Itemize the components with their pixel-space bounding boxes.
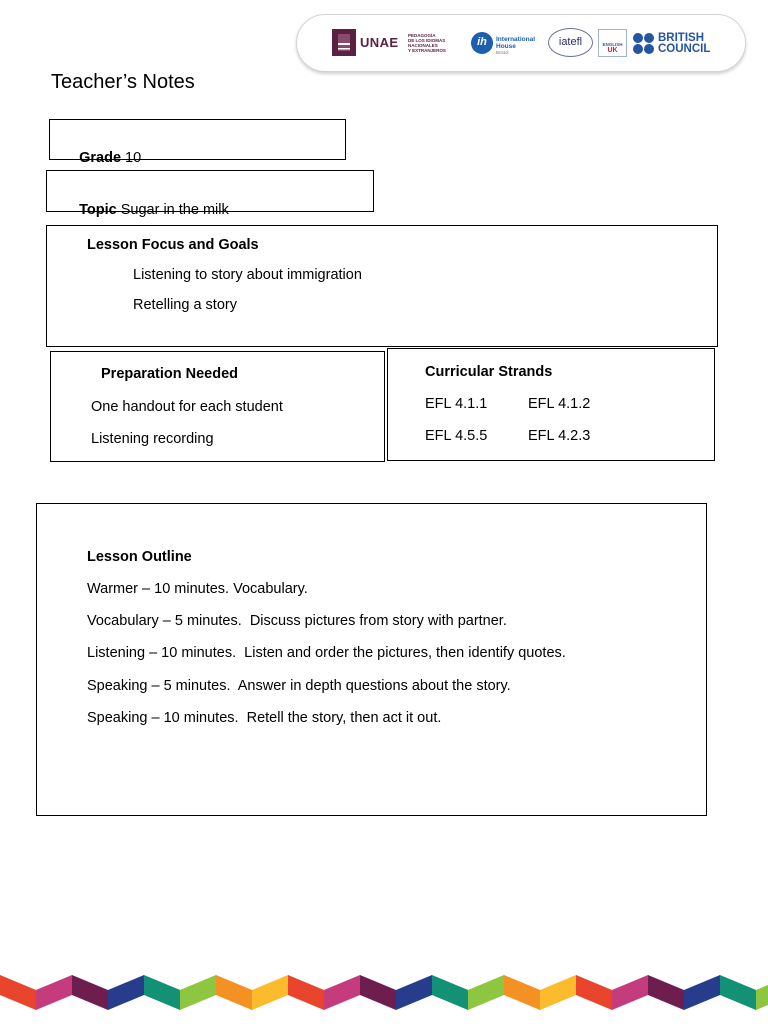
- british-council-logo-text: [658, 33, 710, 55]
- curricular-strands-box: [387, 348, 715, 461]
- international-house-name-line: House: [496, 43, 516, 50]
- band-segment: [468, 975, 504, 1010]
- band-segment: [36, 975, 72, 1010]
- band-segment: [756, 975, 768, 1010]
- page-title: Teacher’s Notes: [51, 71, 195, 93]
- english-uk-line1: ENGLISH: [602, 42, 623, 47]
- curricular-strands-heading: Curricular Strands: [425, 364, 553, 380]
- topic-box: [46, 170, 374, 218]
- strand-code: EFL 4.1.2: [528, 396, 591, 412]
- british-council-dot: [633, 44, 643, 54]
- band-segment: [720, 975, 756, 1010]
- band-segment: [252, 975, 288, 1010]
- british-council-name-line: COUNCIL: [658, 43, 711, 55]
- international-house-logo-text: [496, 36, 535, 55]
- british-council-dot: [633, 33, 643, 43]
- preparation-box: [50, 351, 385, 462]
- preparation-item: One handout for each student: [91, 399, 283, 415]
- iatefl-logo: iatefl: [548, 28, 593, 57]
- unae-subtitle-line: PEDAGOGÍA: [408, 33, 436, 38]
- lesson-outline-item: Listening – 10 minutes. Listen and order the pictures, then identify quotes.: [87, 645, 566, 661]
- band-segment: [360, 975, 396, 1010]
- band-segment: [216, 975, 252, 1010]
- international-house-name-line: International: [496, 36, 536, 43]
- unae-subtitle-line: NACIONALES: [408, 43, 438, 48]
- band-segment: [576, 975, 612, 1010]
- band-segment: [180, 975, 216, 1010]
- band-segment: [504, 975, 540, 1010]
- unae-subtitle-line: Y EXTRANJEROS: [408, 48, 446, 53]
- english-uk-logo: [598, 29, 627, 57]
- preparation-item: Listening recording: [91, 431, 214, 447]
- band-segment: [144, 975, 180, 1010]
- grade-label: Grade: [79, 150, 122, 166]
- band-segment: [612, 975, 648, 1010]
- british-council-logo-icon: [633, 33, 654, 54]
- topic-label: Topic: [79, 202, 117, 218]
- lesson-outline-box: [36, 503, 707, 816]
- footer-zigzag-band: [0, 960, 768, 1024]
- unae-logo-icon: [332, 29, 356, 61]
- lesson-outline-item: Warmer – 10 minutes. Vocabulary.: [87, 581, 308, 597]
- band-segment: [0, 975, 36, 1010]
- band-segment: [432, 975, 468, 1010]
- lesson-focus-item: Listening to story about immigration: [133, 267, 362, 283]
- unae-logo-subtitle: [408, 33, 446, 53]
- band-segment: [72, 975, 108, 1010]
- topic-value: Sugar in the milk: [120, 202, 229, 218]
- strand-code: EFL 4.1.1: [425, 396, 488, 412]
- preparation-heading: Preparation Needed: [101, 366, 238, 382]
- lesson-focus-box: [46, 225, 718, 347]
- band-segment: [108, 975, 144, 1010]
- lesson-outline-item: Vocabulary – 5 minutes. Discuss pictures from story with partner.: [87, 613, 507, 629]
- band-segment: [324, 975, 360, 1010]
- lesson-focus-heading: Lesson Focus and Goals: [87, 237, 259, 253]
- international-house-location: Bristol: [496, 50, 509, 55]
- grade-value: 10: [125, 150, 142, 166]
- band-segment: [648, 975, 684, 1010]
- unae-subtitle-line: DE LOS IDIOMAS: [408, 38, 446, 43]
- lesson-focus-item: Retelling a story: [133, 297, 237, 313]
- partner-logo-banner: [296, 14, 746, 72]
- band-segment: [540, 975, 576, 1010]
- strand-code: EFL 4.5.5: [425, 428, 488, 444]
- lesson-outline-heading: Lesson Outline: [87, 549, 192, 565]
- unae-logo-text: UNAE: [360, 35, 399, 50]
- english-uk-line2: UK: [607, 47, 618, 54]
- lesson-outline-item: Speaking – 10 minutes. Retell the story, then act it out.: [87, 710, 442, 726]
- band-segment: [396, 975, 432, 1010]
- british-council-dot: [644, 33, 654, 43]
- british-council-dot: [644, 44, 654, 54]
- band-segment: [684, 975, 720, 1010]
- strand-code: EFL 4.2.3: [528, 428, 591, 444]
- lesson-outline-item: Speaking – 5 minutes. Answer in depth questions about the story.: [87, 678, 511, 694]
- band-segment: [288, 975, 324, 1010]
- international-house-logo-icon: ih: [471, 32, 493, 54]
- british-council-name-line: BRITISH: [658, 32, 704, 44]
- grade-box: [49, 119, 346, 166]
